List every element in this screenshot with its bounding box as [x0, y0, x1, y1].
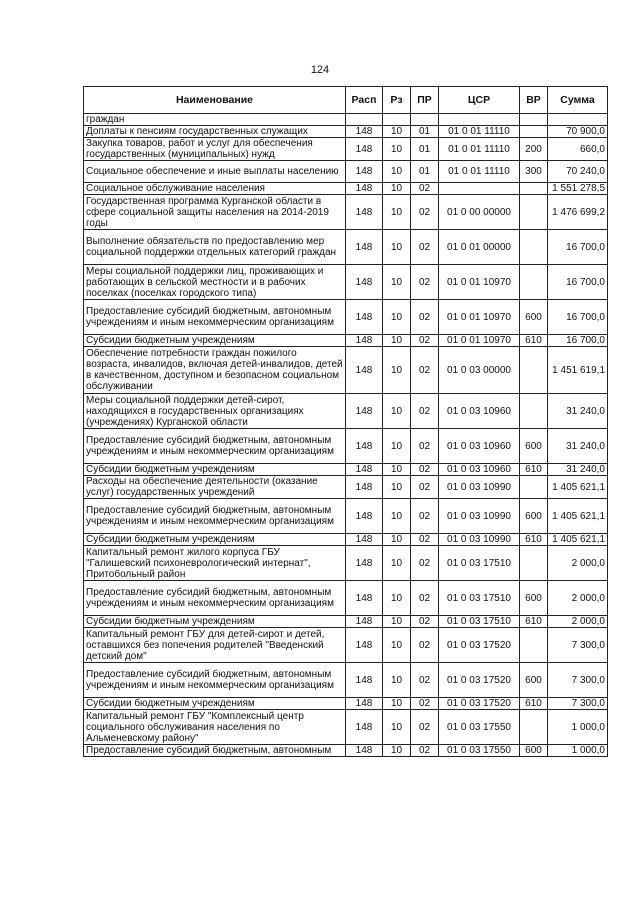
cell-rz: 10	[383, 663, 411, 698]
cell-sum	[548, 114, 608, 126]
cell-rz: 10	[383, 230, 411, 265]
cell-sum: 1 405 621,1	[548, 534, 608, 546]
table-row	[84, 698, 608, 710]
table-row	[84, 394, 608, 429]
cell-rz: 10	[383, 394, 411, 429]
cell-vr	[520, 183, 548, 195]
cell-vr	[520, 126, 548, 138]
cell-vr: 300	[520, 161, 548, 183]
cell-csr: 01 0 03 10960	[439, 464, 520, 476]
cell-csr: 01 0 00 00000	[439, 195, 520, 230]
cell-rz: 10	[383, 464, 411, 476]
table-row	[84, 347, 608, 394]
table-row	[84, 161, 608, 183]
cell-sum: 2 000,0	[548, 581, 608, 616]
cell-rasp: 148	[346, 429, 383, 464]
cell-rasp: 148	[346, 464, 383, 476]
cell-sum: 1 551 278,5	[548, 183, 608, 195]
cell-rasp	[346, 114, 383, 126]
cell-csr: 01 0 01 10970	[439, 265, 520, 300]
cell-csr: 01 0 01 11110	[439, 161, 520, 183]
table-row	[84, 183, 608, 195]
cell-csr: 01 0 01 10970	[439, 300, 520, 335]
cell-rasp: 148	[346, 628, 383, 663]
cell-name: Социальное обслуживание населения	[84, 183, 346, 195]
cell-name: Субсидии бюджетным учреждениям	[84, 698, 346, 710]
cell-rz: 10	[383, 616, 411, 628]
cell-pr: 02	[411, 663, 439, 698]
page-number: 124	[310, 64, 330, 76]
cell-rz: 10	[383, 534, 411, 546]
cell-name: Выполнение обязательств по предоставлению мер социальной поддержки отдельных категорий граждан	[84, 230, 346, 265]
cell-pr: 02	[411, 230, 439, 265]
header-pr: ПР	[411, 87, 439, 114]
cell-sum: 31 240,0	[548, 394, 608, 429]
cell-csr: 01 0 01 11110	[439, 126, 520, 138]
cell-rasp: 148	[346, 663, 383, 698]
header-row	[84, 87, 608, 114]
cell-rasp: 148	[346, 161, 383, 183]
cell-sum: 1 000,0	[548, 710, 608, 745]
cell-sum: 70 240,0	[548, 161, 608, 183]
cell-csr: 01 0 03 00000	[439, 347, 520, 394]
cell-vr	[520, 546, 548, 581]
cell-rz: 10	[383, 265, 411, 300]
cell-pr: 02	[411, 710, 439, 745]
cell-pr: 01	[411, 161, 439, 183]
cell-sum: 2 000,0	[548, 616, 608, 628]
cell-rz: 10	[383, 126, 411, 138]
cell-rasp: 148	[346, 616, 383, 628]
cell-vr: 610	[520, 616, 548, 628]
cell-name: Субсидии бюджетным учреждениям	[84, 335, 346, 347]
cell-sum: 16 700,0	[548, 230, 608, 265]
cell-name: Предоставление субсидий бюджетным, автономным	[84, 745, 346, 757]
cell-rasp: 148	[346, 138, 383, 161]
cell-csr: 01 0 01 10970	[439, 335, 520, 347]
cell-vr: 610	[520, 698, 548, 710]
cell-vr	[520, 394, 548, 429]
cell-pr: 02	[411, 429, 439, 464]
cell-sum: 1 405 621,1	[548, 476, 608, 499]
cell-csr: 01 0 03 17520	[439, 628, 520, 663]
table-row	[84, 534, 608, 546]
cell-vr	[520, 628, 548, 663]
cell-rasp: 148	[346, 499, 383, 534]
cell-csr: 01 0 01 00000	[439, 230, 520, 265]
cell-sum: 2 000,0	[548, 546, 608, 581]
cell-rz: 10	[383, 429, 411, 464]
cell-name: Государственная программа Курганской области в сфере социальной защиты населения на 2014-2019 годы	[84, 195, 346, 230]
cell-vr	[520, 347, 548, 394]
cell-sum: 70 900,0	[548, 126, 608, 138]
table-row	[84, 710, 608, 745]
cell-csr: 01 0 03 17520	[439, 663, 520, 698]
table-row	[84, 464, 608, 476]
cell-name: Предоставление субсидий бюджетным, автономным учреждениям и иным некоммерческим организациям	[84, 581, 346, 616]
table-row	[84, 663, 608, 698]
table-row	[84, 745, 608, 757]
cell-csr: 01 0 03 10960	[439, 429, 520, 464]
table-row	[84, 335, 608, 347]
cell-csr: 01 0 03 17550	[439, 710, 520, 745]
table-row	[84, 499, 608, 534]
cell-rz: 10	[383, 710, 411, 745]
cell-rasp: 148	[346, 546, 383, 581]
cell-vr: 610	[520, 464, 548, 476]
cell-vr: 600	[520, 663, 548, 698]
cell-rasp: 148	[346, 183, 383, 195]
cell-rz: 10	[383, 546, 411, 581]
cell-vr: 200	[520, 138, 548, 161]
cell-csr: 01 0 03 10990	[439, 499, 520, 534]
cell-csr: 01 0 03 10960	[439, 394, 520, 429]
cell-name: Обеспечение потребности граждан пожилого возраста, инвалидов, включая детей-инвалидов, детей в качественном, доступном и безопасном социальном обслуживании	[84, 347, 346, 394]
cell-sum: 1 405 621,1	[548, 499, 608, 534]
cell-name: Социальное обеспечение и иные выплаты населению	[84, 161, 346, 183]
cell-rz: 10	[383, 745, 411, 757]
cell-vr: 610	[520, 534, 548, 546]
budget-table	[83, 86, 608, 757]
header-rz: Рз	[383, 87, 411, 114]
cell-rz: 10	[383, 698, 411, 710]
cell-vr	[520, 476, 548, 499]
table-row	[84, 114, 608, 126]
cell-rz: 10	[383, 476, 411, 499]
cell-name: Предоставление субсидий бюджетным, автономным учреждениям и иным некоммерческим организациям	[84, 300, 346, 335]
cell-rasp: 148	[346, 698, 383, 710]
header-name: Наименование	[84, 87, 346, 114]
cell-rasp: 148	[346, 335, 383, 347]
cell-pr: 02	[411, 394, 439, 429]
table-row	[84, 138, 608, 161]
cell-name: Капитальный ремонт жилого корпуса ГБУ "Галишевский психоневрологический интернат", Притобольный район	[84, 546, 346, 581]
cell-sum: 31 240,0	[548, 464, 608, 476]
cell-sum: 1 451 619,1	[548, 347, 608, 394]
cell-csr: 01 0 03 17510	[439, 616, 520, 628]
cell-pr: 02	[411, 581, 439, 616]
cell-pr: 02	[411, 183, 439, 195]
cell-rz: 10	[383, 161, 411, 183]
cell-sum: 16 700,0	[548, 335, 608, 347]
cell-rasp: 148	[346, 126, 383, 138]
table-row	[84, 429, 608, 464]
cell-sum: 1 476 699,2	[548, 195, 608, 230]
cell-name: Субсидии бюджетным учреждениям	[84, 464, 346, 476]
table-row	[84, 195, 608, 230]
cell-rz: 10	[383, 628, 411, 663]
cell-rasp: 148	[346, 476, 383, 499]
cell-pr: 02	[411, 745, 439, 757]
cell-rasp: 148	[346, 265, 383, 300]
cell-name: Меры социальной поддержки детей-сирот, находящихся в государственных организациях (учреждениях) Курганской области	[84, 394, 346, 429]
cell-vr: 600	[520, 300, 548, 335]
cell-rz: 10	[383, 138, 411, 161]
header-csr: ЦСР	[439, 87, 520, 114]
cell-rasp: 148	[346, 195, 383, 230]
cell-csr: 01 0 03 17550	[439, 745, 520, 757]
cell-vr: 600	[520, 499, 548, 534]
cell-vr: 600	[520, 745, 548, 757]
cell-sum: 660,0	[548, 138, 608, 161]
cell-rz: 10	[383, 300, 411, 335]
table-row	[84, 476, 608, 499]
cell-pr: 02	[411, 347, 439, 394]
cell-vr	[520, 195, 548, 230]
cell-vr	[520, 114, 548, 126]
cell-rz	[383, 114, 411, 126]
cell-vr	[520, 265, 548, 300]
cell-csr: 01 0 03 17510	[439, 581, 520, 616]
cell-pr: 02	[411, 265, 439, 300]
cell-pr: 02	[411, 698, 439, 710]
table-row	[84, 230, 608, 265]
cell-name: граждан	[84, 114, 346, 126]
cell-sum: 7 300,0	[548, 663, 608, 698]
cell-pr: 02	[411, 476, 439, 499]
cell-pr	[411, 114, 439, 126]
cell-pr: 02	[411, 195, 439, 230]
cell-rasp: 148	[346, 300, 383, 335]
cell-name: Расходы на обеспечение деятельности (оказание услуг) государственных учреждений	[84, 476, 346, 499]
cell-pr: 02	[411, 464, 439, 476]
table-row	[84, 265, 608, 300]
cell-rz: 10	[383, 195, 411, 230]
cell-name: Предоставление субсидий бюджетным, автономным учреждениям и иным некоммерческим организациям	[84, 663, 346, 698]
cell-rasp: 148	[346, 230, 383, 265]
cell-sum: 31 240,0	[548, 429, 608, 464]
table-row	[84, 300, 608, 335]
cell-sum: 1 000,0	[548, 745, 608, 757]
header-sum: Сумма	[548, 87, 608, 114]
table-row	[84, 616, 608, 628]
cell-sum: 7 300,0	[548, 628, 608, 663]
cell-csr: 01 0 03 17520	[439, 698, 520, 710]
cell-rz: 10	[383, 347, 411, 394]
cell-csr: 01 0 03 10990	[439, 476, 520, 499]
cell-pr: 01	[411, 126, 439, 138]
cell-csr: 01 0 01 11110	[439, 138, 520, 161]
cell-pr: 01	[411, 138, 439, 161]
cell-pr: 02	[411, 534, 439, 546]
cell-vr: 600	[520, 581, 548, 616]
cell-name: Меры социальной поддержки лиц, проживающих и работающих в сельской местности и в рабочих поселках (поселках городского типа)	[84, 265, 346, 300]
cell-pr: 02	[411, 546, 439, 581]
table-row	[84, 126, 608, 138]
cell-sum: 7 300,0	[548, 698, 608, 710]
cell-csr	[439, 114, 520, 126]
cell-pr: 02	[411, 616, 439, 628]
cell-rz: 10	[383, 499, 411, 534]
cell-name: Капитальный ремонт ГБУ для детей-сирот и детей, оставшихся без попечения родителей "Введенский детский дом"	[84, 628, 346, 663]
cell-rz: 10	[383, 335, 411, 347]
cell-name: Предоставление субсидий бюджетным, автономным учреждениям и иным некоммерческим организациям	[84, 429, 346, 464]
header-rasp: Расп	[346, 87, 383, 114]
cell-name: Субсидии бюджетным учреждениям	[84, 616, 346, 628]
cell-rasp: 148	[346, 710, 383, 745]
table-row	[84, 581, 608, 616]
cell-rasp: 148	[346, 581, 383, 616]
cell-pr: 02	[411, 300, 439, 335]
cell-name: Доплаты к пенсиям государственных служащих	[84, 126, 346, 138]
cell-csr: 01 0 03 10990	[439, 534, 520, 546]
cell-rz: 10	[383, 581, 411, 616]
header-vr: ВР	[520, 87, 548, 114]
cell-rasp: 148	[346, 534, 383, 546]
table-row	[84, 546, 608, 581]
cell-name: Субсидии бюджетным учреждениям	[84, 534, 346, 546]
cell-sum: 16 700,0	[548, 265, 608, 300]
cell-csr: 01 0 03 17510	[439, 546, 520, 581]
cell-name: Закупка товаров, работ и услуг для обеспечения государственных (муниципальных) нужд	[84, 138, 346, 161]
cell-name: Капитальный ремонт ГБУ "Комплексный центр социального обслуживания населения по Альменевскому району"	[84, 710, 346, 745]
cell-rz: 10	[383, 183, 411, 195]
cell-csr	[439, 183, 520, 195]
cell-rasp: 148	[346, 347, 383, 394]
table-body	[84, 114, 608, 757]
cell-vr	[520, 710, 548, 745]
cell-pr: 02	[411, 335, 439, 347]
cell-rasp: 148	[346, 394, 383, 429]
cell-pr: 02	[411, 499, 439, 534]
cell-vr: 610	[520, 335, 548, 347]
cell-name: Предоставление субсидий бюджетным, автономным учреждениям и иным некоммерческим организациям	[84, 499, 346, 534]
cell-sum: 16 700,0	[548, 300, 608, 335]
cell-vr: 600	[520, 429, 548, 464]
cell-rasp: 148	[346, 745, 383, 757]
table-row	[84, 628, 608, 663]
cell-vr	[520, 230, 548, 265]
cell-pr: 02	[411, 628, 439, 663]
